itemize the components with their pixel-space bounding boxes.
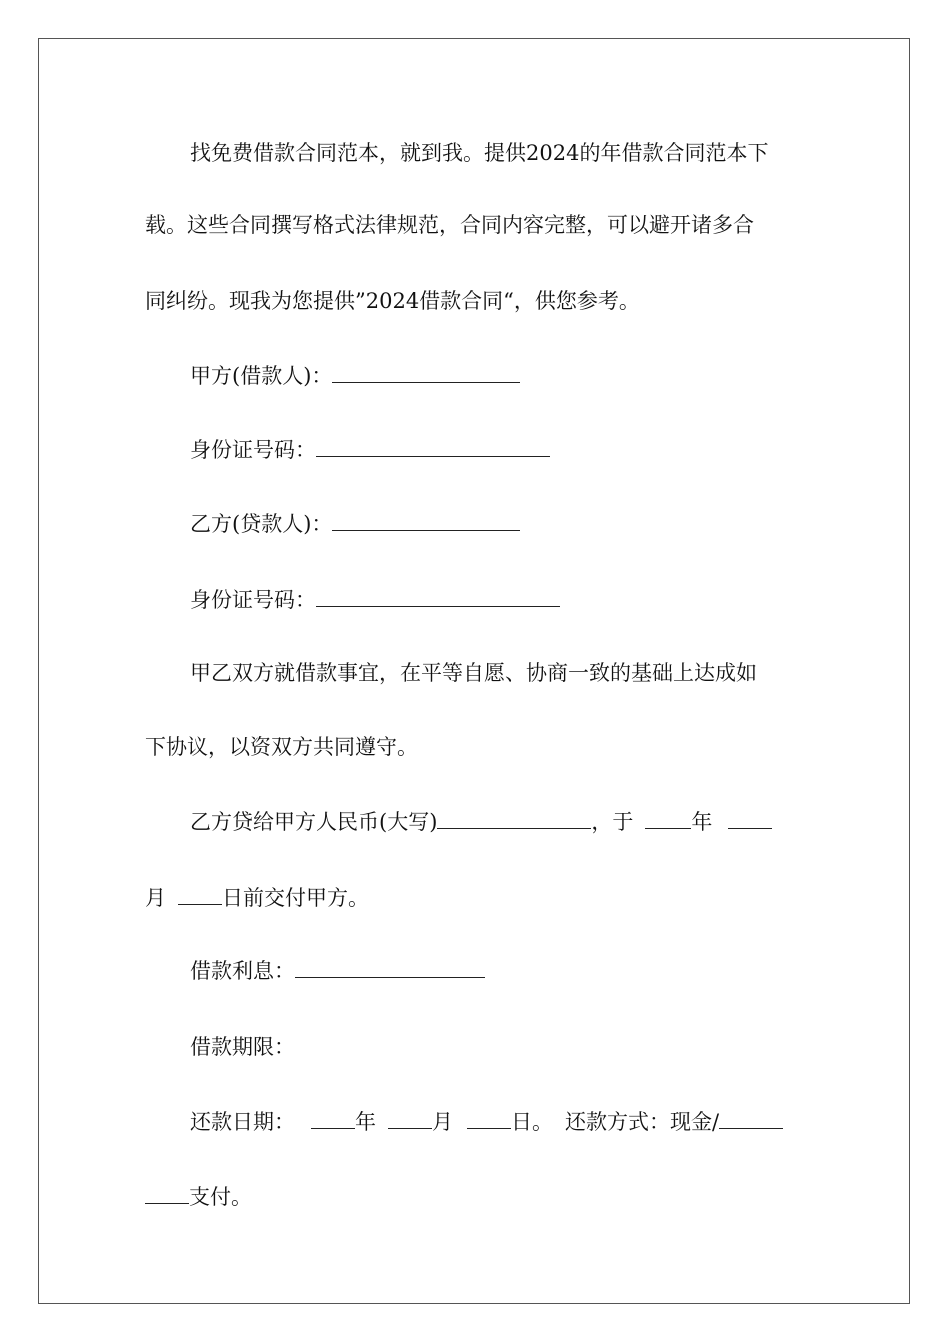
repay-day-blank[interactable] <box>467 1110 511 1129</box>
repay-year-blank[interactable] <box>311 1110 355 1129</box>
intro-line-3: 同纠纷。现我为您提供”2024借款合同“，供您参考。 <box>145 289 640 313</box>
id-b-blank[interactable] <box>316 588 560 607</box>
id-a-label: 身份证号码： <box>190 438 316 462</box>
loan-month-label: 月 <box>145 886 166 910</box>
repayment-line-2 <box>145 1183 252 1211</box>
loan-amount-prefix: 乙方贷给甲方人民币(大写) <box>190 810 438 834</box>
loan-day-blank[interactable] <box>178 886 222 905</box>
agreement-line-2: 下协议，以资双方共同遵守。 <box>145 735 418 759</box>
id-b-label: 身份证号码： <box>190 588 316 612</box>
party-a-label: 甲方(借款人)： <box>190 364 333 388</box>
loan-amount-suffix: 日前交付甲方。 <box>222 886 369 910</box>
id-b-line <box>190 586 560 614</box>
repay-method-blank-cont[interactable] <box>145 1185 189 1204</box>
loan-amount-yu: ，于 <box>591 810 634 834</box>
loan-year-blank[interactable] <box>645 810 691 829</box>
intro-line-1: 找免费借款合同范本，就到我。提供2024的年借款合同范本下 <box>190 141 769 165</box>
agreement-line-1: 甲乙双方就借款事宜，在平等自愿、协商一致的基础上达成如 <box>190 661 757 685</box>
repay-suffix: 支付。 <box>189 1185 252 1209</box>
id-a-blank[interactable] <box>316 438 550 457</box>
party-b-label: 乙方(贷款人)： <box>190 512 333 536</box>
id-a-line <box>190 436 550 464</box>
repayment-line-1 <box>190 1108 783 1136</box>
interest-line <box>190 957 485 985</box>
loan-amount-line-2 <box>145 884 369 912</box>
interest-label: 借款利息： <box>190 959 295 983</box>
interest-blank[interactable] <box>295 959 485 978</box>
repay-year-label: 年 <box>355 1110 376 1134</box>
party-b-blank[interactable] <box>332 512 520 531</box>
repay-method-label: 还款方式：现金/ <box>565 1110 720 1134</box>
repay-day-label: 日。 <box>511 1110 553 1134</box>
intro-line-2: 载。这些合同撰写格式法律规范，合同内容完整，可以避开诸多合 <box>145 213 754 237</box>
party-a-blank[interactable] <box>332 364 520 383</box>
repay-method-blank[interactable] <box>719 1110 783 1129</box>
repayment-date-label: 还款日期： <box>190 1110 295 1134</box>
party-b-line <box>190 510 520 538</box>
loan-year-label: 年 <box>691 810 713 834</box>
repay-month-blank[interactable] <box>388 1110 432 1129</box>
loan-amount-blank[interactable] <box>437 810 591 829</box>
loan-amount-line-1 <box>190 808 772 836</box>
loan-month-blank[interactable] <box>728 810 772 829</box>
party-a-line <box>190 362 520 390</box>
repay-month-label: 月 <box>432 1110 453 1134</box>
term-line <box>190 1033 295 1061</box>
term-label: 借款期限： <box>190 1035 295 1059</box>
